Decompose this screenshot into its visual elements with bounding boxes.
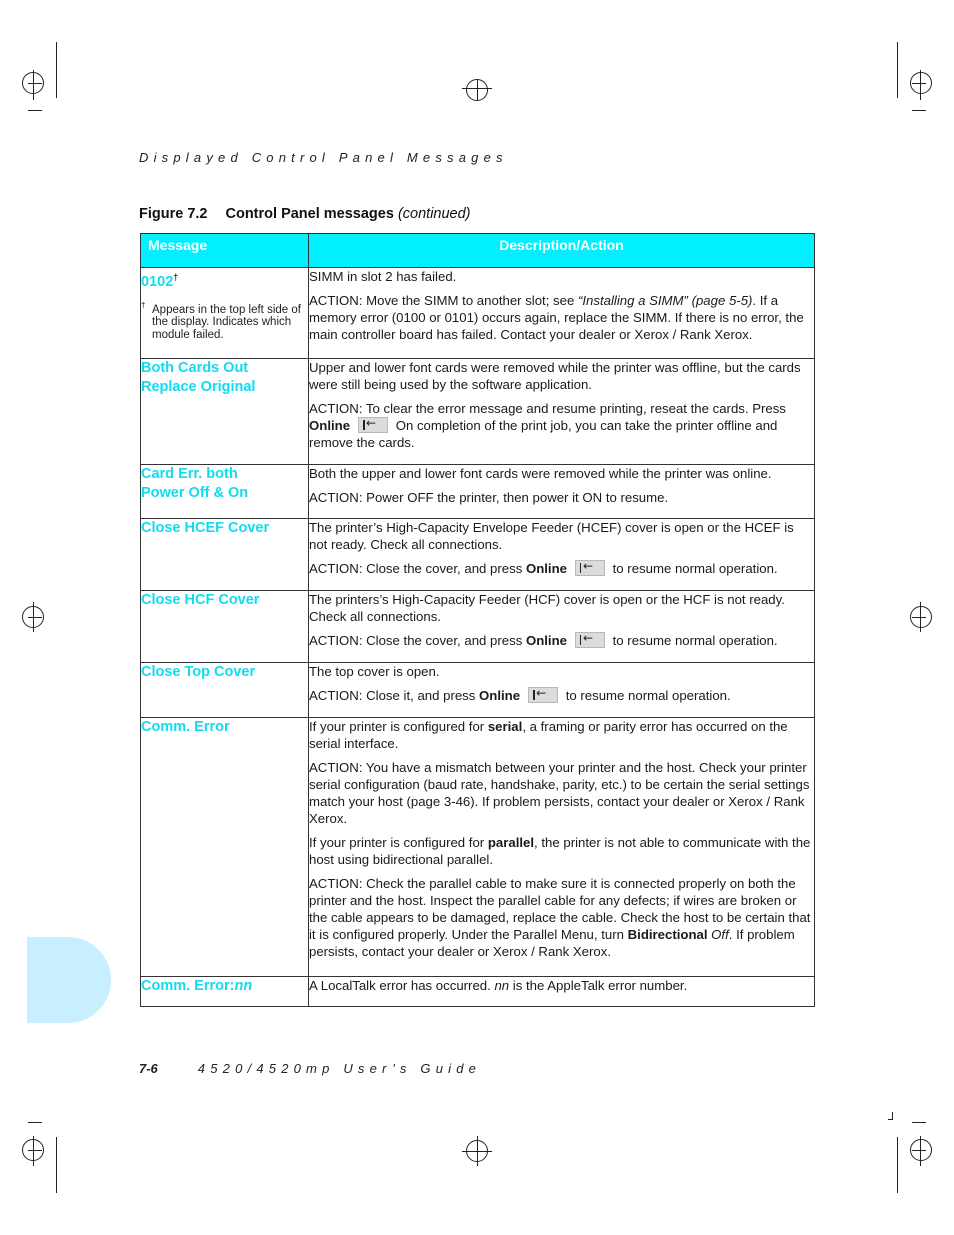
description-text: SIMM in slot 2 has failed. bbox=[309, 269, 457, 284]
description-cell bbox=[309, 465, 815, 519]
message-name: Comm. Error bbox=[141, 719, 230, 735]
online-key-label: Online bbox=[525, 561, 567, 576]
crop-mark bbox=[28, 1122, 42, 1123]
description-cell bbox=[309, 718, 815, 977]
action-text: ACTION: Close it, and press Online← to resume normal operation. bbox=[309, 687, 814, 704]
registration-mark bbox=[33, 602, 34, 632]
action-text: ACTION: Power OFF the printer, then power it ON to resume. bbox=[309, 490, 669, 505]
crop-mark bbox=[912, 110, 926, 111]
page-footer bbox=[139, 1061, 481, 1076]
action-text: ACTION: You have a mismatch between your printer and the host. Check your printer serial configuration (baud rate, handshake, parity, etc.) to be certain the serial settings match your host (page 3-46). If problem persists, contact your dealer or Xerox / Rank Xerox. bbox=[309, 760, 810, 826]
registration-mark bbox=[912, 83, 926, 84]
description-cell bbox=[309, 519, 815, 591]
online-key-label: Online bbox=[525, 633, 567, 648]
table-row bbox=[141, 591, 815, 663]
message-name: Comm. Error:nn bbox=[141, 978, 253, 994]
messages-table bbox=[140, 233, 815, 1007]
message-cell bbox=[141, 591, 309, 663]
crop-mark bbox=[28, 110, 42, 111]
registration-mark bbox=[477, 79, 478, 101]
online-key-label: Online bbox=[479, 688, 521, 703]
figure-title: Control Panel messages bbox=[225, 206, 394, 222]
message-cell bbox=[141, 268, 309, 359]
description-text: A LocalTalk error has occurred. nn is the AppleTalk error number. bbox=[309, 978, 688, 993]
crop-mark bbox=[56, 42, 57, 98]
message-cell bbox=[141, 718, 309, 977]
table-row bbox=[141, 465, 815, 519]
registration-mark bbox=[912, 617, 926, 618]
registration-mark bbox=[28, 617, 42, 618]
description-cell bbox=[309, 977, 815, 1007]
footnote-mark: † bbox=[173, 272, 179, 282]
guide-title: 4520/4520mp User’s Guide bbox=[197, 1061, 482, 1076]
column-header-message: Message bbox=[141, 234, 309, 268]
message-name-line1: Both Cards Out bbox=[141, 360, 249, 376]
message-name-line2: Power Off & On bbox=[141, 485, 249, 501]
message-cell bbox=[141, 663, 309, 718]
description-text: The printer’s High-Capacity Envelope Feeder (HCEF) cover is open or the HCEF is not ready. Check all connections. bbox=[309, 520, 794, 552]
message-cell bbox=[141, 465, 309, 519]
online-key-icon bbox=[358, 417, 388, 433]
crop-mark bbox=[897, 1137, 898, 1193]
table-row bbox=[141, 663, 815, 718]
action-text: ACTION: Close the cover, and press Online← to resume normal operation. bbox=[309, 632, 814, 649]
description-cell bbox=[309, 359, 815, 465]
online-key-icon bbox=[528, 687, 558, 703]
message-name-line1: Card Err. both bbox=[141, 466, 238, 482]
table-header-row bbox=[141, 234, 815, 268]
registration-mark bbox=[28, 1150, 42, 1151]
figure-number: Figure 7.2 bbox=[139, 206, 208, 222]
footnote-mark: † bbox=[141, 300, 146, 310]
registration-mark bbox=[477, 1136, 478, 1166]
message-name: Close HCEF Cover bbox=[141, 520, 270, 536]
figure-continued: (continued) bbox=[397, 206, 471, 222]
crop-mark bbox=[897, 42, 898, 98]
registration-mark bbox=[920, 602, 921, 632]
registration-mark bbox=[28, 83, 42, 84]
column-header-description: Description/Action bbox=[309, 234, 815, 268]
crop-mark bbox=[912, 1122, 926, 1123]
description-text: If your printer is configured for serial, a framing or parity error has occurred on the serial interface. bbox=[309, 719, 788, 751]
registration-mark bbox=[33, 70, 34, 100]
action-text: ACTION: Close the cover, and press Online← to resume normal operation. bbox=[309, 560, 814, 577]
message-cell bbox=[141, 359, 309, 465]
description-cell bbox=[309, 268, 815, 359]
table-row bbox=[141, 519, 815, 591]
table-row bbox=[141, 977, 815, 1007]
cross-reference: “Installing a SIMM” (page 5-5) bbox=[577, 293, 753, 308]
description-text: The printers’s High-Capacity Feeder (HCF) cover is open or the HCF is not ready. Check all connections. bbox=[309, 592, 785, 624]
registration-mark bbox=[33, 1136, 34, 1166]
message-name-line2: Replace Original bbox=[141, 379, 256, 395]
description-cell bbox=[309, 591, 815, 663]
online-key-label: Online bbox=[309, 418, 351, 433]
footnote bbox=[141, 300, 308, 341]
description-cell bbox=[309, 663, 815, 718]
table-row bbox=[141, 359, 815, 465]
table-row bbox=[141, 718, 815, 977]
description-text: The top cover is open. bbox=[309, 664, 440, 679]
online-key-icon bbox=[575, 560, 605, 576]
action-text: ACTION: To clear the error message and resume printing, reseat the cards. Press Online← On completion of the print job, you can take the printer offline and remove the cards. bbox=[309, 400, 814, 451]
message-name: Close HCF Cover bbox=[141, 592, 260, 608]
crop-mark bbox=[56, 1137, 57, 1193]
crop-mark bbox=[888, 1119, 893, 1120]
message-cell bbox=[141, 977, 309, 1007]
footnote-text: Appears in the top left side of the display. Indicates which module failed. bbox=[152, 303, 301, 341]
description-text: Both the upper and lower font cards were removed while the printer was online. bbox=[309, 466, 772, 481]
figure-caption bbox=[139, 206, 471, 222]
chapter-thumb-tab bbox=[27, 937, 111, 1023]
running-head: Displayed Control Panel Messages bbox=[139, 150, 508, 165]
registration-mark bbox=[920, 1136, 921, 1166]
description-text: If your printer is configured for parallel, the printer is not able to communicate with the host using bidirectional parallel. bbox=[309, 835, 811, 867]
message-cell bbox=[141, 519, 309, 591]
table-row bbox=[141, 268, 815, 359]
registration-mark bbox=[912, 1150, 926, 1151]
action-text: ACTION: Check the parallel cable to make sure it is connected properly on both the printer and the host. Inspect the parallel cable for any defects; if wires are broken or the cable appears to be damaged, replace the cable. Check the host to be certain that it is configured properly. Under the Parallel Menu, turn Bidirectional Off. If problem persists, contact your dealer or Xerox / Rank Xerox. bbox=[309, 876, 811, 959]
description-text: Upper and lower font cards were removed while the printer was offline, but the cards were still being used by the software application. bbox=[309, 360, 801, 392]
action-text: ACTION: Move the SIMM to another slot; see “Installing a SIMM” (page 5-5). If a memory error (0100 or 0101) occurs again, replace the SIMM. If there is no error, the main controller board has failed. Contact your dealer or Xerox / Rank Xerox. bbox=[309, 293, 804, 342]
message-name: 0102† bbox=[141, 272, 179, 290]
message-name: Close Top Cover bbox=[141, 664, 256, 680]
page-number: 7-6 bbox=[139, 1061, 158, 1076]
registration-mark bbox=[920, 70, 921, 100]
online-key-icon bbox=[575, 632, 605, 648]
